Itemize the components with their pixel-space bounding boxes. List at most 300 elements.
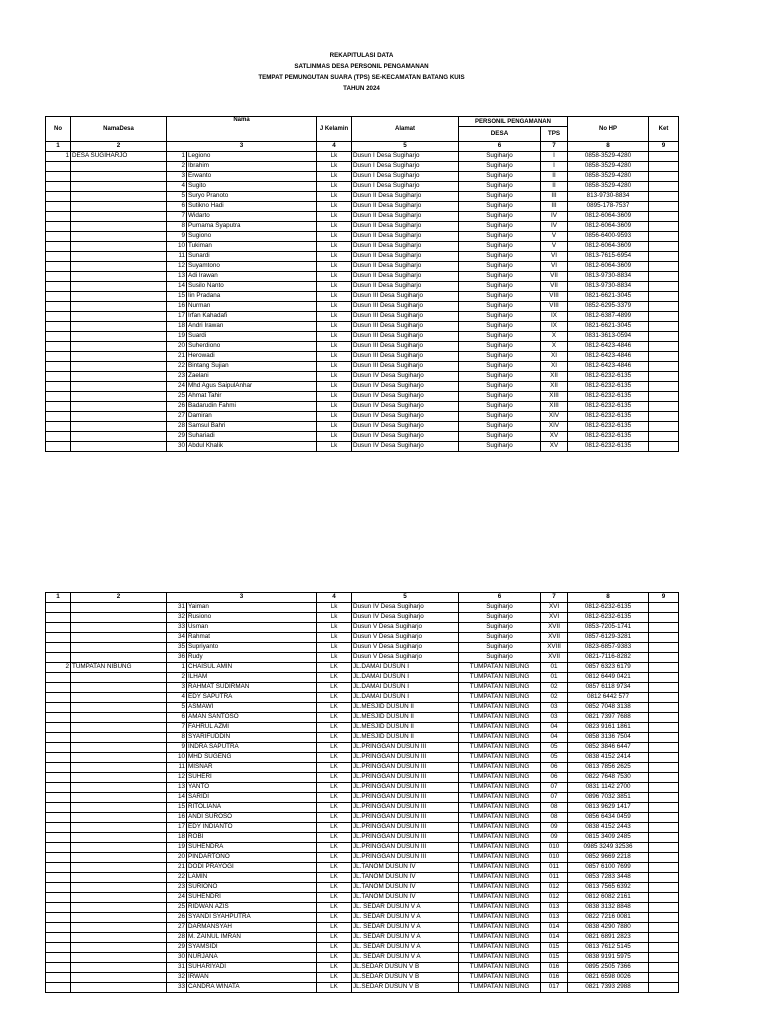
row-tps: X	[541, 332, 568, 342]
row-person-number: 32	[167, 973, 187, 983]
row-person-number: 26	[167, 913, 187, 923]
row-nama: SYANDI SYAHPUTRA	[187, 913, 317, 923]
row-desa-name	[71, 953, 167, 963]
row-ket	[649, 382, 679, 392]
row-no	[46, 893, 71, 903]
table-row	[46, 793, 679, 803]
row-kelamin: Lk	[317, 332, 352, 342]
row-nama: Suherdiono	[187, 342, 317, 352]
row-ket	[649, 312, 679, 322]
table-row	[46, 623, 679, 633]
row-nohp: 0812-6232-6135	[568, 412, 649, 422]
row-no	[46, 843, 71, 853]
row-tps: 012	[541, 893, 568, 903]
row-nama: Yaiman	[187, 603, 317, 613]
row-nohp: 0821-6621-3045	[568, 322, 649, 332]
row-tps: 08	[541, 803, 568, 813]
row-kelamin: LK	[317, 883, 352, 893]
row-desa: Sugiharjo	[459, 182, 541, 192]
row-desa: Sugiharjo	[459, 332, 541, 342]
table-row	[46, 703, 679, 713]
row-ket	[649, 252, 679, 262]
row-ket	[649, 793, 679, 803]
row-no	[46, 793, 71, 803]
row-tps: XIII	[541, 402, 568, 412]
row-nohp: 0857-6129-3281	[568, 633, 649, 643]
row-kelamin: LK	[317, 823, 352, 833]
row-nama: ASMAWI	[187, 703, 317, 713]
row-nohp: 0812-6232-6135	[568, 422, 649, 432]
row-desa: TUMPATAN NIBUNG	[459, 793, 541, 803]
row-alamat: JL.PRINGGAN DUSUN III	[352, 743, 459, 753]
row-nohp: 0812-6232-6135	[568, 442, 649, 452]
row-alamat: JL.TANOM DUSUN IV	[352, 873, 459, 883]
table-row	[46, 322, 679, 332]
row-person-number: 8	[167, 222, 187, 232]
row-person-number: 11	[167, 252, 187, 262]
row-desa-name	[71, 182, 167, 192]
row-person-number: 30	[167, 442, 187, 452]
row-desa-name	[71, 833, 167, 843]
row-alamat: JL.PRINGGAN DUSUN III	[352, 853, 459, 863]
row-nohp: 0812-6423-4846	[568, 342, 649, 352]
row-kelamin: Lk	[317, 272, 352, 282]
row-alamat: Dusun IV Desa Sugiharjo	[352, 392, 459, 402]
row-desa: TUMPATAN NIBUNG	[459, 873, 541, 883]
row-kelamin: LK	[317, 803, 352, 813]
row-person-number: 16	[167, 302, 187, 312]
row-no	[46, 633, 71, 643]
row-desa: Sugiharjo	[459, 422, 541, 432]
row-desa-name	[71, 773, 167, 783]
row-alamat: JL.SEDAR DUSUN V B	[352, 973, 459, 983]
row-person-number: 7	[167, 723, 187, 733]
row-alamat: Dusun I Desa Sugiharjo	[352, 152, 459, 162]
row-ket	[649, 893, 679, 903]
row-nohp: 0895 2505 7366	[568, 963, 649, 973]
row-nohp: 0812 6449 0421	[568, 673, 649, 683]
row-nama: EDY INDIANTO	[187, 823, 317, 833]
row-ket	[649, 372, 679, 382]
row-desa: TUMPATAN NIBUNG	[459, 673, 541, 683]
row-ket	[649, 673, 679, 683]
table-row	[46, 883, 679, 893]
row-kelamin: Lk	[317, 402, 352, 412]
row-ket	[649, 953, 679, 963]
row-kelamin: LK	[317, 793, 352, 803]
row-desa: TUMPATAN NIBUNG	[459, 763, 541, 773]
row-tps: XII	[541, 382, 568, 392]
colnum-5: 5	[352, 142, 459, 152]
colnum-9: 9	[649, 593, 679, 603]
row-kelamin: Lk	[317, 172, 352, 182]
row-alamat: Dusun IV Desa Sugiharjo	[352, 402, 459, 412]
row-desa-name	[71, 783, 167, 793]
row-tps: 08	[541, 813, 568, 823]
row-alamat: Dusun IV Desa Sugiharjo	[352, 432, 459, 442]
row-nohp: 0858-3529-4280	[568, 152, 649, 162]
row-no: 1	[46, 152, 71, 162]
row-kelamin: Lk	[317, 232, 352, 242]
row-alamat: JL.SEDAR DUSUN V B	[352, 983, 459, 993]
row-kelamin: LK	[317, 943, 352, 953]
row-tps: 09	[541, 823, 568, 833]
row-desa-name	[71, 733, 167, 743]
row-desa-name: DESA SUGIHARJO	[71, 152, 167, 162]
row-person-number: 35	[167, 643, 187, 653]
row-desa-name	[71, 983, 167, 993]
row-person-number: 6	[167, 713, 187, 723]
row-person-number: 23	[167, 372, 187, 382]
row-no: 2	[46, 663, 71, 673]
table-row	[46, 252, 679, 262]
row-tps: 09	[541, 833, 568, 843]
row-desa-name	[71, 422, 167, 432]
row-ket	[649, 402, 679, 412]
row-nama: SYAMSIDI	[187, 943, 317, 953]
row-alamat: JL.PRINGGAN DUSUN III	[352, 843, 459, 853]
table-row	[46, 212, 679, 222]
row-ket	[649, 202, 679, 212]
row-person-number: 27	[167, 412, 187, 422]
table-row	[46, 663, 679, 673]
colnum-3: 3	[167, 593, 317, 603]
row-desa-name	[71, 162, 167, 172]
row-tps: II	[541, 182, 568, 192]
row-nama: Suhariadi	[187, 432, 317, 442]
row-nama: ANDI SUROSO	[187, 813, 317, 823]
row-kelamin: Lk	[317, 312, 352, 322]
row-person-number: 4	[167, 182, 187, 192]
row-desa: Sugiharjo	[459, 222, 541, 232]
row-tps: XVI	[541, 613, 568, 623]
table-row	[46, 743, 679, 753]
row-alamat: Dusun III Desa Sugiharjo	[352, 332, 459, 342]
row-nohp: 0822 7216 0081	[568, 913, 649, 923]
table-row	[46, 232, 679, 242]
row-alamat: Dusun III Desa Sugiharjo	[352, 302, 459, 312]
row-kelamin: Lk	[317, 342, 352, 352]
row-nohp: 0856-6400-9593	[568, 232, 649, 242]
row-nohp: 0812-6064-3609	[568, 222, 649, 232]
row-person-number: 10	[167, 753, 187, 763]
row-desa: Sugiharjo	[459, 603, 541, 613]
row-desa-name	[71, 292, 167, 302]
row-desa-name	[71, 753, 167, 763]
table-row	[46, 172, 679, 182]
row-person-number: 29	[167, 943, 187, 953]
row-person-number: 17	[167, 312, 187, 322]
table-row	[46, 783, 679, 793]
row-ket	[649, 923, 679, 933]
row-nama: LAMIN	[187, 873, 317, 883]
row-nohp: 0812 6082 2161	[568, 893, 649, 903]
row-desa: Sugiharjo	[459, 272, 541, 282]
row-nohp: 0812-6064-3609	[568, 212, 649, 222]
row-desa: Sugiharjo	[459, 242, 541, 252]
header-nama-desa: NamaDesa	[71, 117, 167, 142]
row-tps: 06	[541, 763, 568, 773]
row-nama: Iin Pradana	[187, 292, 317, 302]
row-person-number: 14	[167, 282, 187, 292]
row-ket	[649, 693, 679, 703]
row-nama: Usman	[187, 623, 317, 633]
row-no	[46, 332, 71, 342]
row-nohp: 0857 6100 7699	[568, 863, 649, 873]
row-tps: 017	[541, 983, 568, 993]
row-ket	[649, 613, 679, 623]
row-person-number: 4	[167, 693, 187, 703]
row-ket	[649, 392, 679, 402]
row-alamat: Dusun II Desa Sugiharjo	[352, 222, 459, 232]
row-person-number: 3	[167, 172, 187, 182]
row-kelamin: Lk	[317, 322, 352, 332]
row-ket	[649, 623, 679, 633]
row-person-number: 20	[167, 853, 187, 863]
row-kelamin: Lk	[317, 362, 352, 372]
row-nama: AMAN SANTOSO	[187, 713, 317, 723]
row-desa: Sugiharjo	[459, 172, 541, 182]
row-desa: Sugiharjo	[459, 432, 541, 442]
row-kelamin: LK	[317, 893, 352, 903]
row-kelamin: Lk	[317, 603, 352, 613]
row-kelamin: LK	[317, 713, 352, 723]
row-desa-name	[71, 172, 167, 182]
row-desa-name	[71, 873, 167, 883]
row-desa-name	[71, 763, 167, 773]
row-no	[46, 863, 71, 873]
table-row	[46, 402, 679, 412]
row-nohp: 0838 9191 5975	[568, 953, 649, 963]
row-ket	[649, 242, 679, 252]
row-no	[46, 613, 71, 623]
row-desa: Sugiharjo	[459, 613, 541, 623]
row-alamat: Dusun IV Desa Sugiharjo	[352, 603, 459, 613]
row-desa-name	[71, 262, 167, 272]
row-alamat: JL.DAMAI DUSUN I	[352, 693, 459, 703]
row-desa: TUMPATAN NIBUNG	[459, 863, 541, 873]
table-row	[46, 963, 679, 973]
row-alamat: JL.PRINGGAN DUSUN III	[352, 783, 459, 793]
row-desa-name	[71, 643, 167, 653]
row-desa: TUMPATAN NIBUNG	[459, 983, 541, 993]
row-no	[46, 312, 71, 322]
row-ket	[649, 913, 679, 923]
table-row	[46, 192, 679, 202]
table-row	[46, 312, 679, 322]
row-person-number: 18	[167, 833, 187, 843]
row-desa-name	[71, 623, 167, 633]
row-person-number: 5	[167, 192, 187, 202]
personnel-table-page-1	[45, 116, 679, 452]
row-nama: Andri Irawan	[187, 322, 317, 332]
row-ket	[649, 282, 679, 292]
row-nohp: 0812-6423-4846	[568, 362, 649, 372]
row-no	[46, 162, 71, 172]
row-nohp: 0857 6118 9734	[568, 683, 649, 693]
row-kelamin: LK	[317, 843, 352, 853]
title-line-2: SATLINMAS DESA PERSONIL PENGAMANAN	[294, 63, 429, 70]
row-no	[46, 883, 71, 893]
row-ket	[649, 212, 679, 222]
row-desa-name	[71, 272, 167, 282]
header-row-top	[46, 117, 679, 127]
row-kelamin: Lk	[317, 222, 352, 232]
row-person-number: 27	[167, 923, 187, 933]
row-desa-name	[71, 342, 167, 352]
row-person-number: 8	[167, 733, 187, 743]
header-ket: Ket	[649, 117, 679, 142]
row-desa: Sugiharjo	[459, 362, 541, 372]
row-desa: Sugiharjo	[459, 653, 541, 663]
row-nohp: 0838 4152 2414	[568, 753, 649, 763]
row-desa-name	[71, 362, 167, 372]
row-person-number: 23	[167, 883, 187, 893]
row-person-number: 26	[167, 402, 187, 412]
row-tps: 07	[541, 783, 568, 793]
row-kelamin: Lk	[317, 262, 352, 272]
row-kelamin: LK	[317, 743, 352, 753]
row-desa-name	[71, 212, 167, 222]
row-nama: SUHENDRA	[187, 843, 317, 853]
row-tps: 03	[541, 713, 568, 723]
row-desa: Sugiharjo	[459, 382, 541, 392]
table-row	[46, 262, 679, 272]
table-body-page-2	[46, 603, 679, 993]
row-ket	[649, 703, 679, 713]
row-person-number: 31	[167, 603, 187, 613]
row-desa: TUMPATAN NIBUNG	[459, 833, 541, 843]
row-alamat: Dusun II Desa Sugiharjo	[352, 272, 459, 282]
row-ket	[649, 442, 679, 452]
row-tps: VI	[541, 252, 568, 262]
row-desa: TUMPATAN NIBUNG	[459, 973, 541, 983]
row-kelamin: Lk	[317, 212, 352, 222]
row-desa: Sugiharjo	[459, 192, 541, 202]
row-kelamin: Lk	[317, 372, 352, 382]
row-kelamin: LK	[317, 953, 352, 963]
row-ket	[649, 152, 679, 162]
row-tps: VII	[541, 282, 568, 292]
row-desa: Sugiharjo	[459, 162, 541, 172]
row-tps: 011	[541, 873, 568, 883]
row-person-number: 5	[167, 703, 187, 713]
table-row	[46, 412, 679, 422]
row-ket	[649, 733, 679, 743]
row-alamat: Dusun V Desa Sugiharjo	[352, 633, 459, 643]
colnum-7: 7	[541, 142, 568, 152]
table-row	[46, 242, 679, 252]
row-alamat: Dusun II Desa Sugiharjo	[352, 202, 459, 212]
row-desa: Sugiharjo	[459, 212, 541, 222]
row-desa-name	[71, 222, 167, 232]
row-ket	[649, 162, 679, 172]
row-desa: TUMPATAN NIBUNG	[459, 713, 541, 723]
row-nama: Sugito	[187, 182, 317, 192]
table-row	[46, 873, 679, 883]
row-no	[46, 763, 71, 773]
row-ket	[649, 843, 679, 853]
row-tps: 04	[541, 723, 568, 733]
row-tps: VIII	[541, 292, 568, 302]
row-person-number: 11	[167, 763, 187, 773]
row-kelamin: LK	[317, 673, 352, 683]
colnum-8: 8	[568, 593, 649, 603]
row-no	[46, 202, 71, 212]
row-person-number: 28	[167, 422, 187, 432]
row-nohp: 0838 3132 8848	[568, 903, 649, 913]
row-nohp: 0813 9629 1417	[568, 803, 649, 813]
row-desa: Sugiharjo	[459, 633, 541, 643]
row-desa-name	[71, 893, 167, 903]
row-person-number: 19	[167, 843, 187, 853]
row-nohp: 0853-7205-1741	[568, 623, 649, 633]
row-tps: XII	[541, 372, 568, 382]
row-ket	[649, 763, 679, 773]
row-kelamin: Lk	[317, 633, 352, 643]
row-nama: Supriyanto	[187, 643, 317, 653]
row-desa-name	[71, 803, 167, 813]
row-nohp: 0858-3529-4280	[568, 172, 649, 182]
colnum-5: 5	[352, 593, 459, 603]
row-nama: Rahmat	[187, 633, 317, 643]
row-alamat: Dusun II Desa Sugiharjo	[352, 212, 459, 222]
row-kelamin: LK	[317, 873, 352, 883]
row-person-number: 9	[167, 232, 187, 242]
row-desa: Sugiharjo	[459, 252, 541, 262]
row-kelamin: Lk	[317, 282, 352, 292]
row-no	[46, 192, 71, 202]
table-row	[46, 613, 679, 623]
row-desa: TUMPATAN NIBUNG	[459, 823, 541, 833]
row-nohp: 0815 3409 2485	[568, 833, 649, 843]
row-nama: Sutikno Hadi	[187, 202, 317, 212]
row-ket	[649, 853, 679, 863]
row-desa: TUMPATAN NIBUNG	[459, 893, 541, 903]
row-alamat: Dusun II Desa Sugiharjo	[352, 242, 459, 252]
row-desa: TUMPATAN NIBUNG	[459, 753, 541, 763]
row-nohp: 0852 9669 2218	[568, 853, 649, 863]
row-alamat: Dusun II Desa Sugiharjo	[352, 262, 459, 272]
row-alamat: Dusun IV Desa Sugiharjo	[352, 613, 459, 623]
row-no	[46, 222, 71, 232]
table-row	[46, 933, 679, 943]
row-person-number: 12	[167, 262, 187, 272]
row-no	[46, 292, 71, 302]
row-ket	[649, 833, 679, 843]
row-tps: 012	[541, 883, 568, 893]
row-ket	[649, 783, 679, 793]
row-no	[46, 172, 71, 182]
row-no	[46, 933, 71, 943]
row-nama: MISNAR	[187, 763, 317, 773]
row-no	[46, 703, 71, 713]
row-nama: Purnama Syaputra	[187, 222, 317, 232]
row-nama: INDRA SAPUTRA	[187, 743, 317, 753]
row-nama: Herowadi	[187, 352, 317, 362]
table-row	[46, 282, 679, 292]
row-tps: 015	[541, 943, 568, 953]
row-ket	[649, 873, 679, 883]
row-ket	[649, 352, 679, 362]
row-kelamin: Lk	[317, 182, 352, 192]
row-nama: M. ZAINUL IMRAN	[187, 933, 317, 943]
row-no	[46, 693, 71, 703]
row-tps: VII	[541, 272, 568, 282]
row-desa: TUMPATAN NIBUNG	[459, 903, 541, 913]
table-row	[46, 422, 679, 432]
header-personil: PERSONIL PENGAMANAN	[459, 117, 568, 127]
